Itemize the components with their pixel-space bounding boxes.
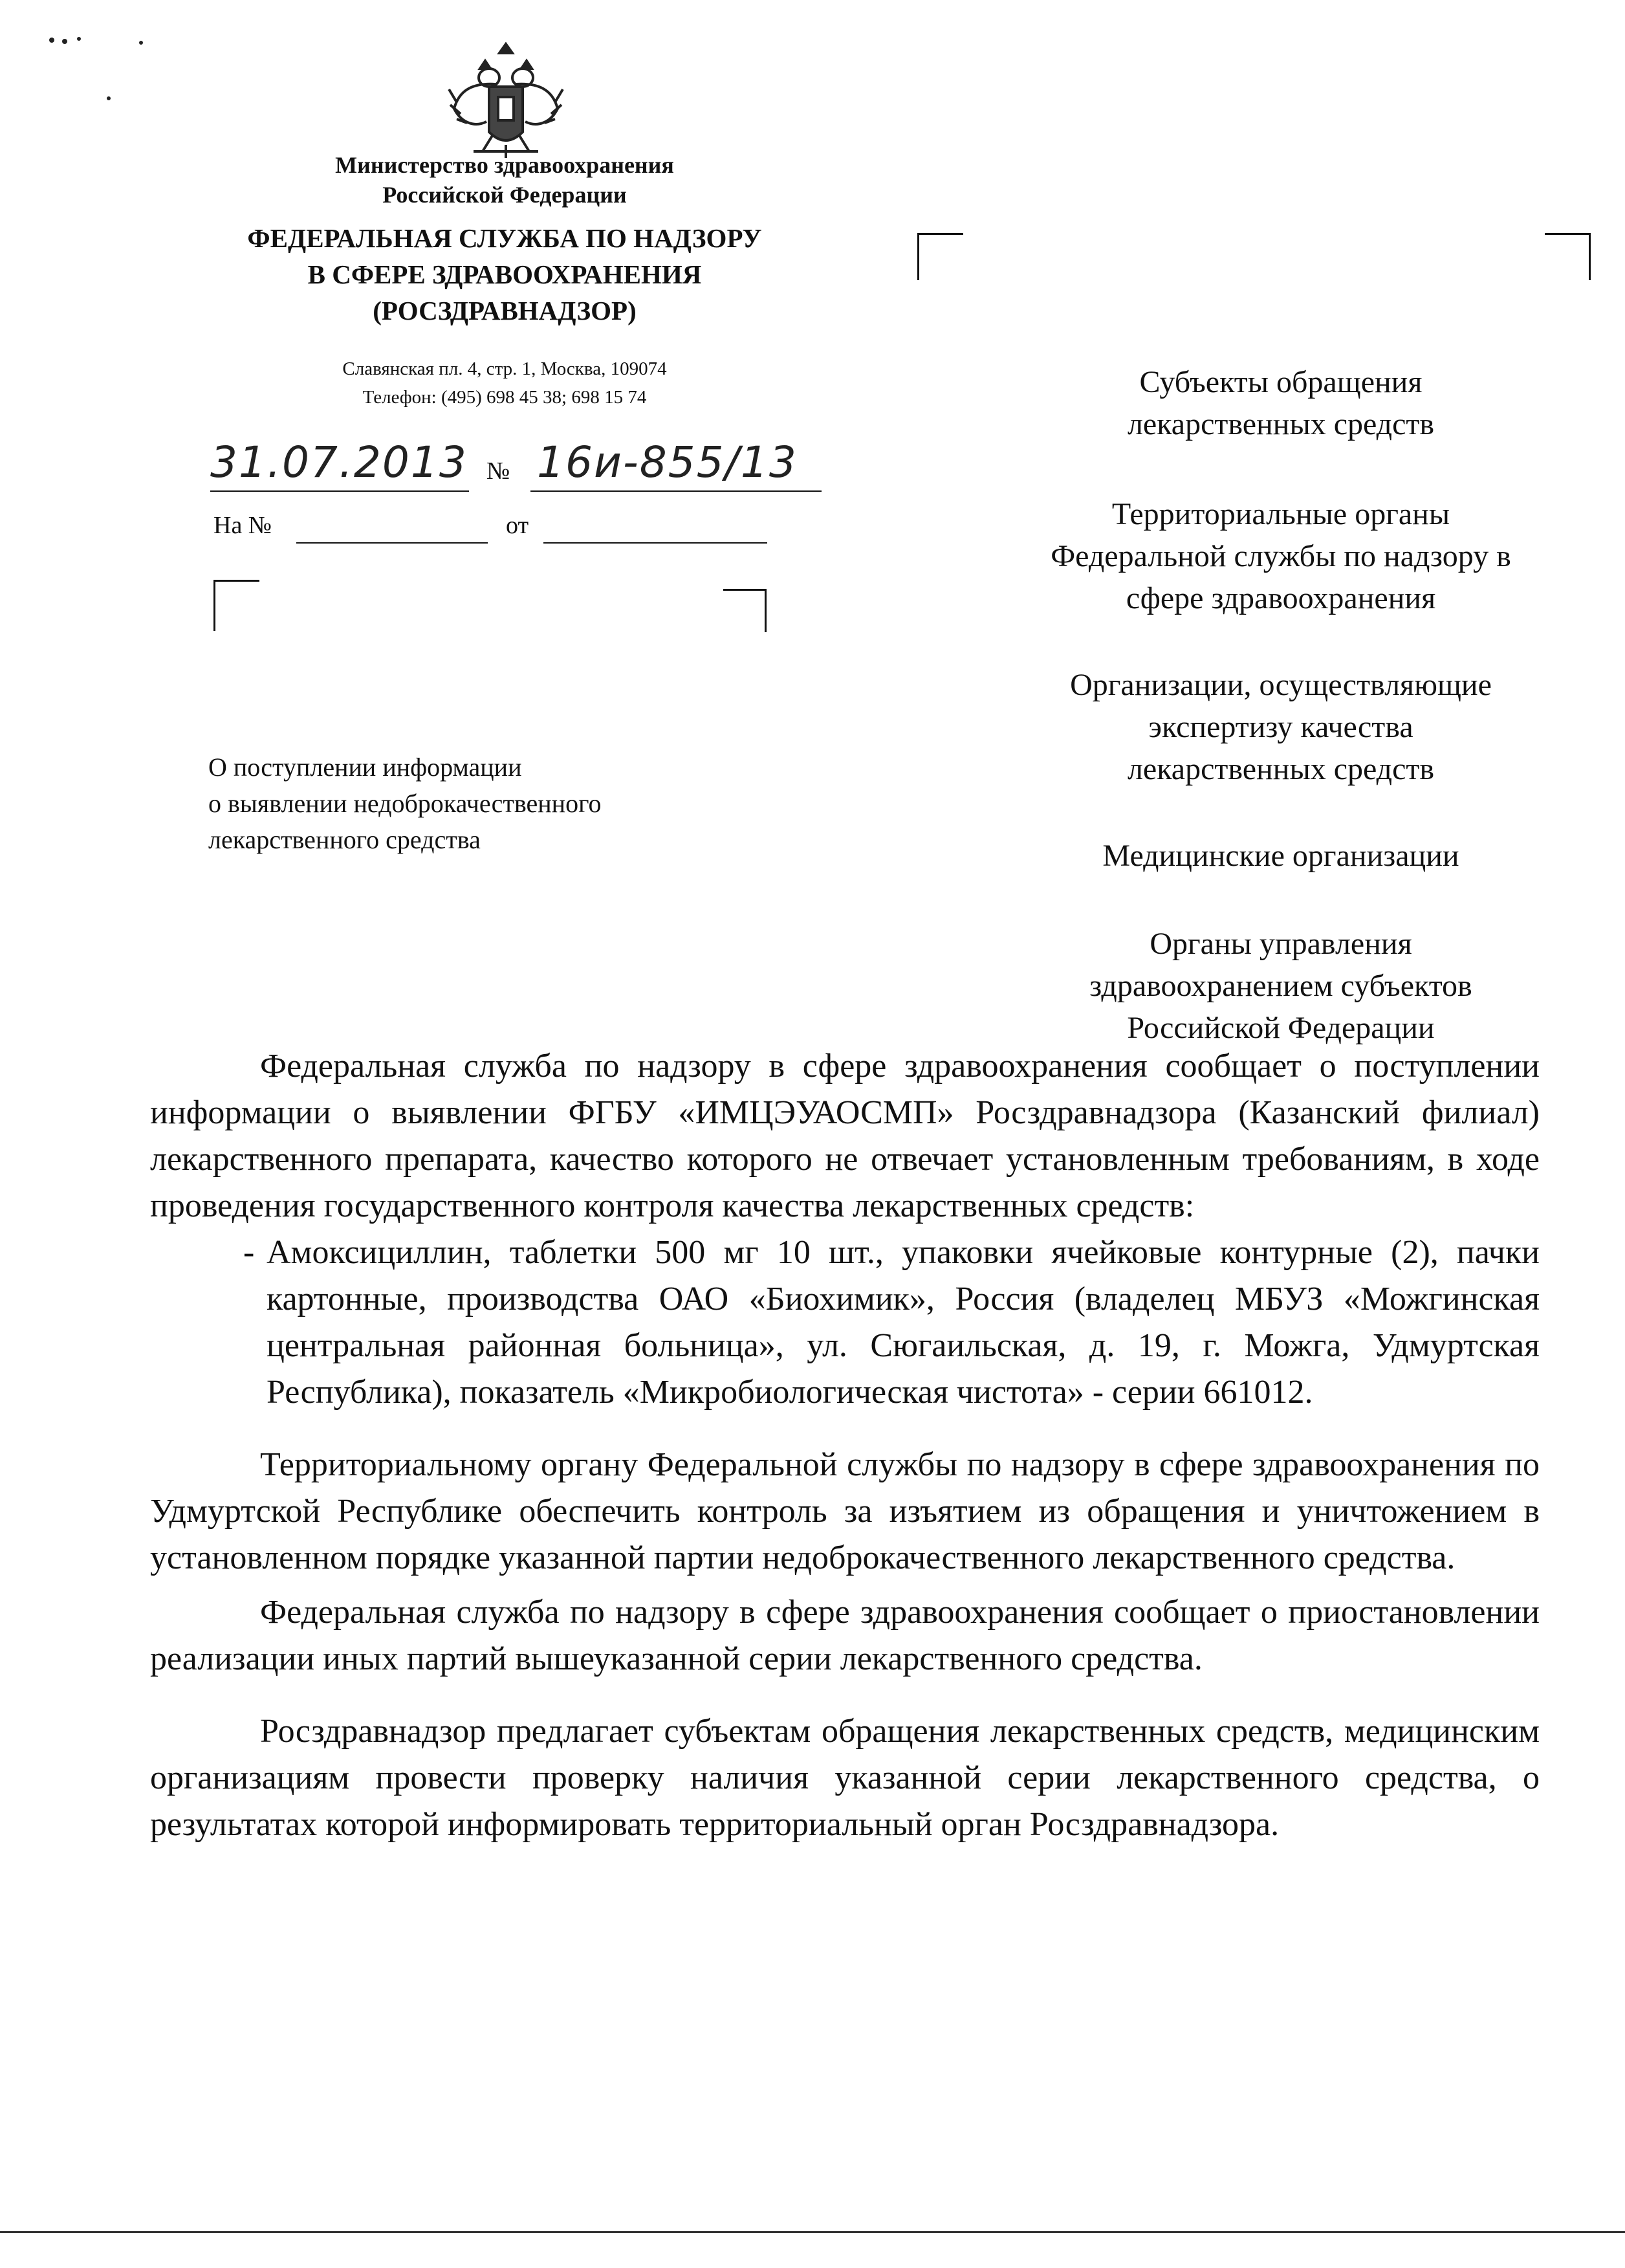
letter-subject bbox=[208, 749, 602, 858]
subject-line-1: О поступлении информации bbox=[208, 753, 522, 782]
subject-line-2: о выявлении недоброкачественного bbox=[208, 789, 602, 818]
addressee-line: экспертизу качества bbox=[1148, 710, 1413, 744]
service-name bbox=[155, 220, 854, 329]
addressee-3 bbox=[957, 664, 1604, 790]
phone: Телефон: (495) 698 45 38; 698 15 74 bbox=[362, 387, 647, 408]
addressee-line: сфере здравоохранения bbox=[1126, 581, 1436, 615]
addressee-4 bbox=[957, 835, 1604, 877]
addressee-line: лекарственных средств bbox=[1127, 752, 1435, 786]
addressee-5 bbox=[957, 923, 1604, 1049]
body-paragraph-4: Росздравнадзор предлагает субъектам обращения лекарственных средств, медицинским организациям провести проверку наличия указанной серии лекарственного средства, о результатах которой информировать территориальный орган Росздравнадзора. bbox=[150, 1713, 1540, 1843]
addressee-1 bbox=[957, 361, 1604, 445]
number-underline bbox=[530, 490, 822, 492]
addressee-line: Российской Федерации bbox=[1127, 1011, 1435, 1045]
body-list bbox=[150, 1229, 1540, 1416]
handwritten-number: 16и-855/13 bbox=[537, 437, 798, 487]
addressee-corner-left bbox=[917, 233, 963, 280]
corner-mark-top-left bbox=[213, 580, 259, 631]
coat-of-arms-icon bbox=[435, 25, 577, 167]
service-line-2: В СФЕРЕ ЗДРАВООХРАНЕНИЯ bbox=[307, 259, 702, 289]
list-item: - Амоксициллин, таблетки 500 мг 10 шт., упаковки ячейковые контурные (2), пачки картонные, производства ОАО «Биохимик», Россия (владелец МБУЗ «Можгинская центральная районная больница», ул. Сюгаильская, д. 19, г. Можга, Удмуртская Республика), показатель «Микробиологическая чистота» - серии 661012. bbox=[267, 1229, 1540, 1416]
reply-to-line bbox=[213, 511, 272, 540]
address-block bbox=[194, 355, 815, 412]
scan-specks bbox=[45, 26, 175, 116]
number-label: № bbox=[486, 457, 510, 485]
addressee-line: Организации, осуществляющие bbox=[1070, 668, 1492, 702]
body-paragraph-1: Федеральная служба по надзору в сфере здравоохранения сообщает о поступлении информации о выявлении ФГБУ «ИМЦЭУАОСМП» Росздравнадзора (Казанский филиал) лекарственного препарата, качество которого не отвечает установленным требованиям, в ходе проведения государственного контроля качества лекарственных средств: bbox=[150, 1048, 1540, 1224]
reply-date-underline bbox=[543, 542, 767, 544]
addressee-2 bbox=[957, 493, 1604, 619]
reply-to-label: На № bbox=[213, 512, 272, 539]
addressee-line: Медицинские организации bbox=[1102, 839, 1459, 873]
service-line-1: ФЕДЕРАЛЬНАЯ СЛУЖБА ПО НАДЗОРУ bbox=[247, 223, 762, 253]
ministry-line-1: Министерство здравоохранения bbox=[335, 152, 674, 178]
date-underline bbox=[210, 490, 469, 492]
addressee-corner-right bbox=[1545, 233, 1591, 280]
corner-mark-top-right bbox=[723, 589, 767, 632]
addressee-line: Субъекты обращения bbox=[1139, 365, 1423, 399]
body-paragraph-2: Территориальному органу Федеральной службы по надзору в сфере здравоохранения по Удмуртской Республике обеспечить контроль за изъятием из обращения и уничтожением в установленном порядке указанной партии недоброкачественного лекарственного средства. bbox=[150, 1446, 1540, 1576]
ministry-name bbox=[194, 150, 815, 210]
service-line-3: (РОСЗДРАВНАДЗОР) bbox=[373, 296, 637, 325]
addressee-line: лекарственных средств bbox=[1127, 407, 1435, 441]
reply-number-underline bbox=[296, 542, 488, 544]
ministry-line-2: Российской Федерации bbox=[382, 182, 627, 208]
address: Славянская пл. 4, стр. 1, Москва, 109074 bbox=[342, 358, 667, 379]
addressee-line: Территориальные органы bbox=[1111, 497, 1450, 531]
addressee-line: здравоохранением субъектов bbox=[1089, 969, 1472, 1003]
addressee-line: Федеральной службы по надзору в bbox=[1051, 539, 1511, 573]
body-paragraph-3: Федеральная служба по надзору в сфере здравоохранения сообщает о приостановлении реализации иных партий вышеуказанной серии лекарственного средства. bbox=[150, 1594, 1540, 1677]
subject-line-3: лекарственного средства bbox=[208, 825, 481, 854]
page-bottom-edge bbox=[0, 2231, 1625, 2233]
reply-from-label: от bbox=[506, 512, 529, 539]
handwritten-date: 31.07.2013 bbox=[210, 437, 468, 487]
addressee-line: Органы управления bbox=[1150, 927, 1412, 961]
letter-body bbox=[150, 1043, 1540, 1848]
